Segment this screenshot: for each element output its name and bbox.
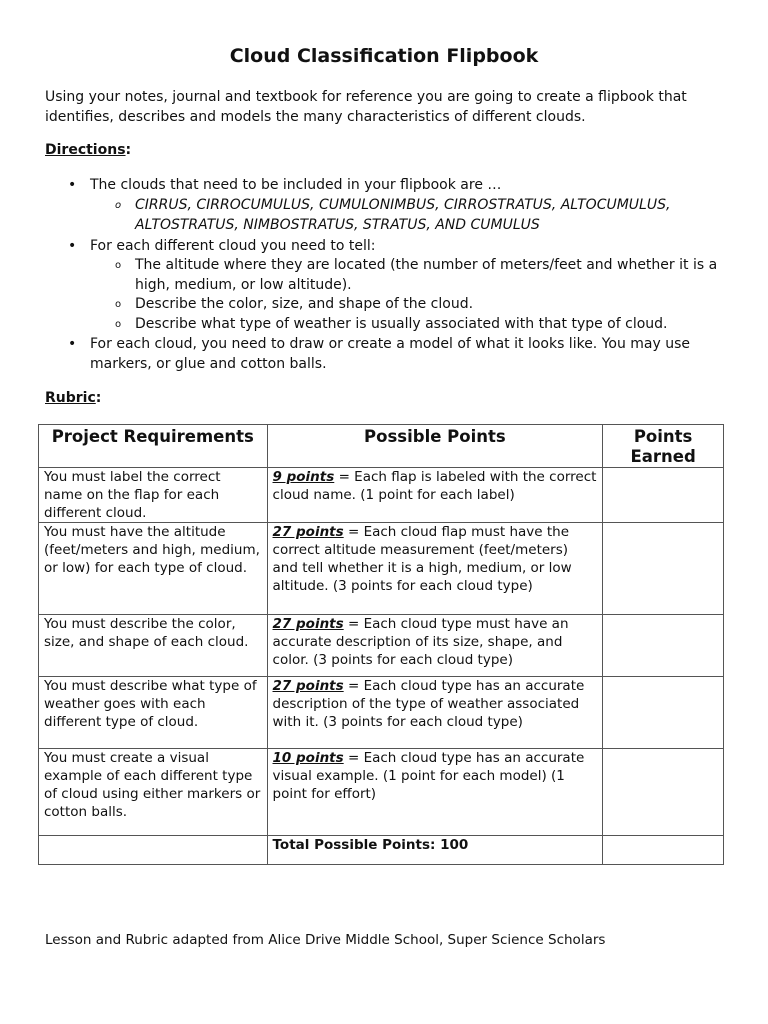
points-description: = Each flap is labeled with the correct cloud name. (1 point for each label) bbox=[272, 469, 597, 503]
page-title: Cloud Classification Flipbook bbox=[229, 45, 539, 67]
earned-total-cell bbox=[603, 836, 724, 865]
total-points: Total Possible Points: 100 bbox=[267, 836, 603, 865]
directions-heading: Directions: bbox=[45, 142, 132, 158]
footer-credit: Lesson and Rubric adapted from Alice Drive Middle School, Super Science Scholars bbox=[45, 932, 606, 948]
points-value: 9 points bbox=[272, 469, 335, 485]
earned-cell bbox=[603, 523, 724, 615]
sub-list-item: o The altitude where they are located (the number of meters/feet and whether it is a high, medium, or low altitude). bbox=[135, 255, 725, 295]
points-description: = Each cloud type has an accurate description of the type of weather associated with it. (3 points for each cloud type) bbox=[272, 678, 585, 730]
rubric-table bbox=[38, 424, 724, 865]
table-header-row bbox=[39, 425, 724, 468]
points-value: 27 points bbox=[272, 678, 344, 694]
table-row bbox=[39, 677, 724, 749]
table-row bbox=[39, 468, 724, 523]
earned-cell bbox=[603, 615, 724, 677]
rubric-heading: Rubric: bbox=[45, 390, 102, 406]
table-total-row bbox=[39, 836, 724, 865]
points-value: 27 points bbox=[272, 524, 344, 540]
points-value: 10 points bbox=[272, 750, 344, 766]
header-points-earned: Points Earned bbox=[603, 425, 724, 468]
sub-list-item: o Describe what type of weather is usually associated with that type of cloud. bbox=[135, 314, 725, 334]
requirement-cell: You must describe the color, size, and shape of each cloud. bbox=[39, 615, 268, 677]
directions-label: Directions bbox=[45, 142, 126, 158]
header-possible-points: Possible Points bbox=[267, 425, 603, 468]
list-item: • For each different cloud you need to tell: bbox=[90, 236, 720, 256]
requirement-cell: You must create a visual example of each different type of cloud using either markers or cotton balls. bbox=[39, 749, 268, 836]
table-row bbox=[39, 749, 724, 836]
empty-cell bbox=[39, 836, 268, 865]
points-cell bbox=[267, 677, 603, 749]
header-project-requirements: Project Requirements bbox=[39, 425, 268, 468]
list-item: • The clouds that need to be included in your flipbook are … bbox=[90, 175, 720, 195]
requirement-cell: You must label the correct name on the flap for each different cloud. bbox=[39, 468, 268, 523]
points-cell bbox=[267, 749, 603, 836]
earned-cell bbox=[603, 677, 724, 749]
requirement-cell: You must describe what type of weather goes with each different type of cloud. bbox=[39, 677, 268, 749]
points-value: 27 points bbox=[272, 616, 344, 632]
requirement-cell: You must have the altitude (feet/meters and high, medium, or low) for each type of cloud. bbox=[39, 523, 268, 615]
earned-cell bbox=[603, 749, 724, 836]
earned-cell bbox=[603, 468, 724, 523]
points-cell bbox=[267, 615, 603, 677]
sub-list-item: o CIRRUS, CIRROCUMULUS, CUMULONIMBUS, CIRROSTRATUS, ALTOCUMULUS, ALTOSTRATUS, NIMBOSTRATUS, STRATUS, AND CUMULUS bbox=[135, 195, 725, 235]
points-cell bbox=[267, 523, 603, 615]
points-cell bbox=[267, 468, 603, 523]
rubric-label: Rubric bbox=[45, 390, 96, 406]
table-row bbox=[39, 615, 724, 677]
list-item: • For each cloud, you need to draw or create a model of what it looks like. You may use markers, or glue and cotton balls. bbox=[90, 334, 720, 374]
intro-paragraph: Using your notes, journal and textbook for reference you are going to create a flipbook that identifies, describes and models the many characteristics of different clouds. bbox=[45, 89, 687, 125]
sub-list-item: o Describe the color, size, and shape of the cloud. bbox=[135, 294, 725, 314]
points-description: = Each cloud type must have an accurate description of its size, shape, and color. (3 points for each cloud type) bbox=[272, 616, 569, 668]
table-row bbox=[39, 523, 724, 615]
points-description: = Each cloud flap must have the correct altitude measurement (feet/meters) and tell whether it is a high, medium, or low altitude. (3 points for each cloud type) bbox=[272, 524, 572, 594]
points-description: = Each cloud type has an accurate visual example. (1 point for each model) (1 point for effort) bbox=[272, 750, 585, 802]
